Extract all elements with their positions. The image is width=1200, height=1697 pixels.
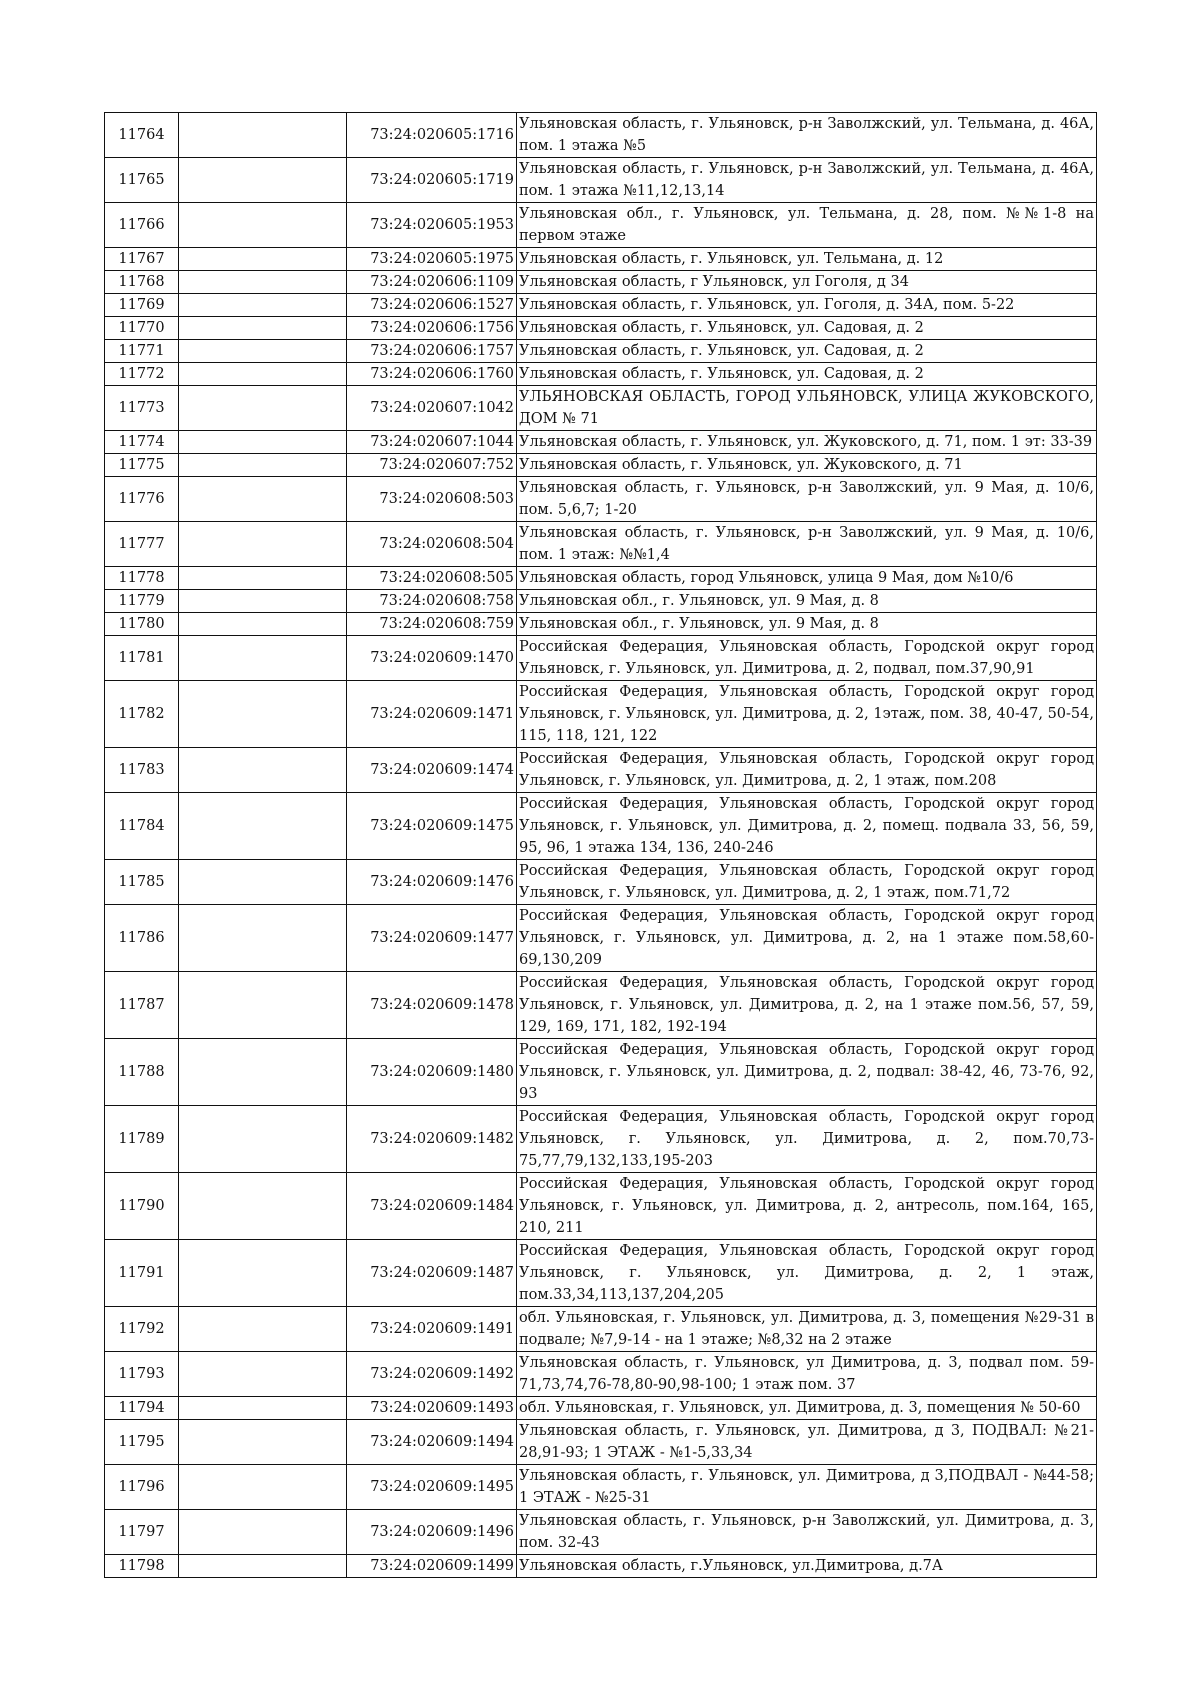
empty-cell [179, 477, 347, 522]
address-cell: Ульяновская область, г. Ульяновск, ул. Димитрова, д 3,ПОДВАЛ - №44-58; 1 ЭТАЖ - №25-31 [517, 1465, 1097, 1510]
table-row [105, 340, 1097, 363]
empty-cell [179, 1173, 347, 1240]
row-number-cell: 11766 [105, 203, 179, 248]
cadastral-number-cell: 73:24:020609:1471 [347, 681, 517, 748]
address-cell: Российская Федерация, Ульяновская область, Городской округ город Ульяновск, г. Ульяновск, ул. Димитрова, д. 2, антресоль, пом.164, 165, 210, 211 [517, 1173, 1097, 1240]
cadastral-number-cell: 73:24:020605:1953 [347, 203, 517, 248]
row-number-cell: 11787 [105, 972, 179, 1039]
address-cell: Ульяновская область, город Ульяновск, улица 9 Мая, дом №10/6 [517, 567, 1097, 590]
address-cell: Ульяновская обл., г. Ульяновск, ул. 9 Мая, д. 8 [517, 590, 1097, 613]
row-number-cell: 11782 [105, 681, 179, 748]
table-row [105, 1465, 1097, 1510]
table-row [105, 636, 1097, 681]
table-row [105, 271, 1097, 294]
empty-cell [179, 793, 347, 860]
empty-cell [179, 1555, 347, 1578]
cadastral-number-cell: 73:24:020606:1757 [347, 340, 517, 363]
table-row [105, 522, 1097, 567]
empty-cell [179, 386, 347, 431]
row-number-cell: 11780 [105, 613, 179, 636]
empty-cell [179, 905, 347, 972]
cadastral-number-cell: 73:24:020606:1760 [347, 363, 517, 386]
empty-cell [179, 340, 347, 363]
row-number-cell: 11778 [105, 567, 179, 590]
row-number-cell: 11775 [105, 454, 179, 477]
row-number-cell: 11779 [105, 590, 179, 613]
property-table [104, 112, 1097, 1578]
empty-cell [179, 271, 347, 294]
address-cell: Российская Федерация, Ульяновская область, Городской округ город Ульяновск, г. Ульяновск, ул. Димитрова, д. 2, 1 этаж, пом.71,72 [517, 860, 1097, 905]
empty-cell [179, 748, 347, 793]
empty-cell [179, 294, 347, 317]
row-number-cell: 11786 [105, 905, 179, 972]
cadastral-number-cell: 73:24:020609:1493 [347, 1397, 517, 1420]
empty-cell [179, 681, 347, 748]
cadastral-number-cell: 73:24:020605:1716 [347, 113, 517, 158]
address-cell: Ульяновская область, г. Ульяновск, ул. Жуковского, д. 71, пом. 1 эт: 33-39 [517, 431, 1097, 454]
address-cell: Ульяновская область, г. Ульяновск, ул. Тельмана, д. 12 [517, 248, 1097, 271]
cadastral-number-cell: 73:24:020608:505 [347, 567, 517, 590]
cadastral-number-cell: 73:24:020606:1756 [347, 317, 517, 340]
empty-cell [179, 1465, 347, 1510]
address-cell: Российская Федерация, Ульяновская область, Городской округ город Ульяновск, г. Ульяновск, ул. Димитрова, д. 2, на 1 этаже пом.56, 57, 59, 129, 169, 171, 182, 192-194 [517, 972, 1097, 1039]
empty-cell [179, 363, 347, 386]
empty-cell [179, 1106, 347, 1173]
row-number-cell: 11798 [105, 1555, 179, 1578]
cadastral-number-cell: 73:24:020608:504 [347, 522, 517, 567]
address-cell: обл. Ульяновская, г. Ульяновск, ул. Димитрова, д. 3, помещения № 50-60 [517, 1397, 1097, 1420]
table-row [105, 477, 1097, 522]
row-number-cell: 11793 [105, 1352, 179, 1397]
address-cell: Российская Федерация, Ульяновская область, Городской округ город Ульяновск, г. Ульяновск, ул. Димитрова, д. 2, 1 этаж, пом.208 [517, 748, 1097, 793]
row-number-cell: 11774 [105, 431, 179, 454]
empty-cell [179, 1352, 347, 1397]
address-cell: Российская Федерация, Ульяновская область, Городской округ город Ульяновск, г. Ульяновск, ул. Димитрова, д. 2, на 1 этаже пом.58,60-69,130,209 [517, 905, 1097, 972]
cadastral-number-cell: 73:24:020609:1499 [347, 1555, 517, 1578]
cadastral-number-cell: 73:24:020608:758 [347, 590, 517, 613]
cadastral-number-cell: 73:24:020606:1527 [347, 294, 517, 317]
address-cell: Российская Федерация, Ульяновская область, Городской округ город Ульяновск, г. Ульяновск, ул. Димитрова, д. 2, помещ. подвала 33, 56, 59, 95, 96, 1 этажа 134, 136, 240-246 [517, 793, 1097, 860]
table-row [105, 590, 1097, 613]
row-number-cell: 11791 [105, 1240, 179, 1307]
table-row [105, 1555, 1097, 1578]
row-number-cell: 11792 [105, 1307, 179, 1352]
table-row [105, 1307, 1097, 1352]
empty-cell [179, 567, 347, 590]
table-row [105, 1397, 1097, 1420]
address-cell: УЛЬЯНОВСКАЯ ОБЛАСТЬ, ГОРОД УЛЬЯНОВСК, УЛИЦА ЖУКОВСКОГО, ДОМ № 71 [517, 386, 1097, 431]
empty-cell [179, 1397, 347, 1420]
row-number-cell: 11767 [105, 248, 179, 271]
row-number-cell: 11771 [105, 340, 179, 363]
cadastral-number-cell: 73:24:020605:1719 [347, 158, 517, 203]
empty-cell [179, 1039, 347, 1106]
address-cell: Ульяновская область, г. Ульяновск, р-н Заволжский, ул. Тельмана, д. 46А, пом. 1 этажа №11,12,13,14 [517, 158, 1097, 203]
table-row [105, 1240, 1097, 1307]
empty-cell [179, 860, 347, 905]
row-number-cell: 11785 [105, 860, 179, 905]
empty-cell [179, 454, 347, 477]
empty-cell [179, 248, 347, 271]
table-row [105, 972, 1097, 1039]
table-row [105, 567, 1097, 590]
row-number-cell: 11768 [105, 271, 179, 294]
address-cell: Российская Федерация, Ульяновская область, Городской округ город Ульяновск, г. Ульяновск, ул. Димитрова, д. 2, подвал, пом.37,90,91 [517, 636, 1097, 681]
row-number-cell: 11772 [105, 363, 179, 386]
row-number-cell: 11777 [105, 522, 179, 567]
empty-cell [179, 203, 347, 248]
empty-cell [179, 1307, 347, 1352]
cadastral-number-cell: 73:24:020609:1487 [347, 1240, 517, 1307]
cadastral-number-cell: 73:24:020609:1475 [347, 793, 517, 860]
table-row [105, 386, 1097, 431]
table-row [105, 905, 1097, 972]
cadastral-number-cell: 73:24:020609:1495 [347, 1465, 517, 1510]
table-row [105, 431, 1097, 454]
cadastral-number-cell: 73:24:020606:1109 [347, 271, 517, 294]
row-number-cell: 11794 [105, 1397, 179, 1420]
cadastral-number-cell: 73:24:020608:503 [347, 477, 517, 522]
table-row [105, 363, 1097, 386]
table-row [105, 113, 1097, 158]
address-cell: Ульяновская область, г.Ульяновск, ул.Димитрова, д.7А [517, 1555, 1097, 1578]
table-row [105, 1106, 1097, 1173]
row-number-cell: 11795 [105, 1420, 179, 1465]
row-number-cell: 11773 [105, 386, 179, 431]
empty-cell [179, 972, 347, 1039]
table-row [105, 454, 1097, 477]
address-cell: Ульяновская область, г. Ульяновск, р-н Заволжский, ул. Тельмана, д. 46А, пом. 1 этажа №5 [517, 113, 1097, 158]
empty-cell [179, 158, 347, 203]
table-row [105, 158, 1097, 203]
table-row [105, 748, 1097, 793]
cadastral-number-cell: 73:24:020607:1042 [347, 386, 517, 431]
cadastral-number-cell: 73:24:020609:1484 [347, 1173, 517, 1240]
empty-cell [179, 636, 347, 681]
cadastral-number-cell: 73:24:020607:1044 [347, 431, 517, 454]
row-number-cell: 11770 [105, 317, 179, 340]
empty-cell [179, 1240, 347, 1307]
address-cell: Ульяновская область, г. Ульяновск, ул. Садовая, д. 2 [517, 363, 1097, 386]
cadastral-number-cell: 73:24:020609:1492 [347, 1352, 517, 1397]
row-number-cell: 11790 [105, 1173, 179, 1240]
cadastral-number-cell: 73:24:020609:1476 [347, 860, 517, 905]
row-number-cell: 11797 [105, 1510, 179, 1555]
table-row [105, 294, 1097, 317]
address-cell: Ульяновская область, г. Ульяновск, ул. Садовая, д. 2 [517, 340, 1097, 363]
cadastral-number-cell: 73:24:020608:759 [347, 613, 517, 636]
address-cell: Российская Федерация, Ульяновская область, Городской округ город Ульяновск, г. Ульяновск, ул. Димитрова, д. 2, пом.70,73-75,77,79,132,133,195-203 [517, 1106, 1097, 1173]
cadastral-number-cell: 73:24:020609:1494 [347, 1420, 517, 1465]
address-cell: Ульяновская область, г. Ульяновск, ул. Гоголя, д. 34А, пом. 5-22 [517, 294, 1097, 317]
address-cell: Ульяновская обл., г. Ульяновск, ул. Тельмана, д. 28, пом. №№1-8 на первом этаже [517, 203, 1097, 248]
address-cell: Ульяновская область, г. Ульяновск, р-н Заволжский, ул. 9 Мая, д. 10/6, пом. 5,6,7; 1-20 [517, 477, 1097, 522]
address-cell: Российская Федерация, Ульяновская область, Городской округ город Ульяновск, г. Ульяновск, ул. Димитрова, д. 2, 1этаж, пом. 38, 40-47, 50-54, 115, 118, 121, 122 [517, 681, 1097, 748]
property-table-body [105, 113, 1097, 1578]
cadastral-number-cell: 73:24:020609:1470 [347, 636, 517, 681]
address-cell: Ульяновская область, г. Ульяновск, ул. Жуковского, д. 71 [517, 454, 1097, 477]
cadastral-number-cell: 73:24:020605:1975 [347, 248, 517, 271]
address-cell: Ульяновская область, г. Ульяновск, р-н Заволжский, ул. Димитрова, д. 3, пом. 32-43 [517, 1510, 1097, 1555]
cadastral-number-cell: 73:24:020609:1480 [347, 1039, 517, 1106]
address-cell: обл. Ульяновская, г. Ульяновск, ул. Димитрова, д. 3, помещения №29-31 в подвале; №7,9-14 - на 1 этаже; №8,32 на 2 этаже [517, 1307, 1097, 1352]
empty-cell [179, 317, 347, 340]
empty-cell [179, 1510, 347, 1555]
cadastral-number-cell: 73:24:020609:1477 [347, 905, 517, 972]
cadastral-number-cell: 73:24:020609:1482 [347, 1106, 517, 1173]
address-cell: Российская Федерация, Ульяновская область, Городской округ город Ульяновск, г. Ульяновск, ул. Димитрова, д. 2, подвал: 38-42, 46, 73-76, 92, 93 [517, 1039, 1097, 1106]
address-cell: Ульяновская область, г. Ульяновск, р-н Заволжский, ул. 9 Мая, д. 10/6, пом. 1 этаж: №№1,4 [517, 522, 1097, 567]
cadastral-number-cell: 73:24:020609:1496 [347, 1510, 517, 1555]
row-number-cell: 11783 [105, 748, 179, 793]
empty-cell [179, 522, 347, 567]
row-number-cell: 11784 [105, 793, 179, 860]
address-cell: Ульяновская область, г. Ульяновск, ул. Садовая, д. 2 [517, 317, 1097, 340]
cadastral-number-cell: 73:24:020609:1474 [347, 748, 517, 793]
address-cell: Ульяновская область, г. Ульяновск, ул. Димитрова, д 3, ПОДВАЛ: №21-28,91-93; 1 ЭТАЖ - №1-5,33,34 [517, 1420, 1097, 1465]
empty-cell [179, 113, 347, 158]
table-row [105, 1420, 1097, 1465]
table-row [105, 203, 1097, 248]
table-row [105, 1173, 1097, 1240]
row-number-cell: 11776 [105, 477, 179, 522]
address-cell: Ульяновская область, г Ульяновск, ул Гоголя, д 34 [517, 271, 1097, 294]
row-number-cell: 11765 [105, 158, 179, 203]
row-number-cell: 11788 [105, 1039, 179, 1106]
row-number-cell: 11769 [105, 294, 179, 317]
table-row [105, 248, 1097, 271]
cadastral-number-cell: 73:24:020609:1478 [347, 972, 517, 1039]
cadastral-number-cell: 73:24:020609:1491 [347, 1307, 517, 1352]
table-row [105, 1510, 1097, 1555]
empty-cell [179, 431, 347, 454]
row-number-cell: 11781 [105, 636, 179, 681]
table-row [105, 793, 1097, 860]
cadastral-number-cell: 73:24:020607:752 [347, 454, 517, 477]
table-row [105, 681, 1097, 748]
table-row [105, 317, 1097, 340]
empty-cell [179, 1420, 347, 1465]
address-cell: Ульяновская обл., г. Ульяновск, ул. 9 Мая, д. 8 [517, 613, 1097, 636]
address-cell: Российская Федерация, Ульяновская область, Городской округ город Ульяновск, г. Ульяновск, ул. Димитрова, д. 2, 1 этаж, пом.33,34,113,137,204,205 [517, 1240, 1097, 1307]
table-row [105, 1352, 1097, 1397]
row-number-cell: 11764 [105, 113, 179, 158]
table-row [105, 613, 1097, 636]
address-cell: Ульяновская область, г. Ульяновск, ул Димитрова, д. 3, подвал пом. 59-71,73,74,76-78,80-90,98-100; 1 этаж пом. 37 [517, 1352, 1097, 1397]
table-row [105, 1039, 1097, 1106]
table-row [105, 860, 1097, 905]
row-number-cell: 11789 [105, 1106, 179, 1173]
empty-cell [179, 613, 347, 636]
empty-cell [179, 590, 347, 613]
row-number-cell: 11796 [105, 1465, 179, 1510]
